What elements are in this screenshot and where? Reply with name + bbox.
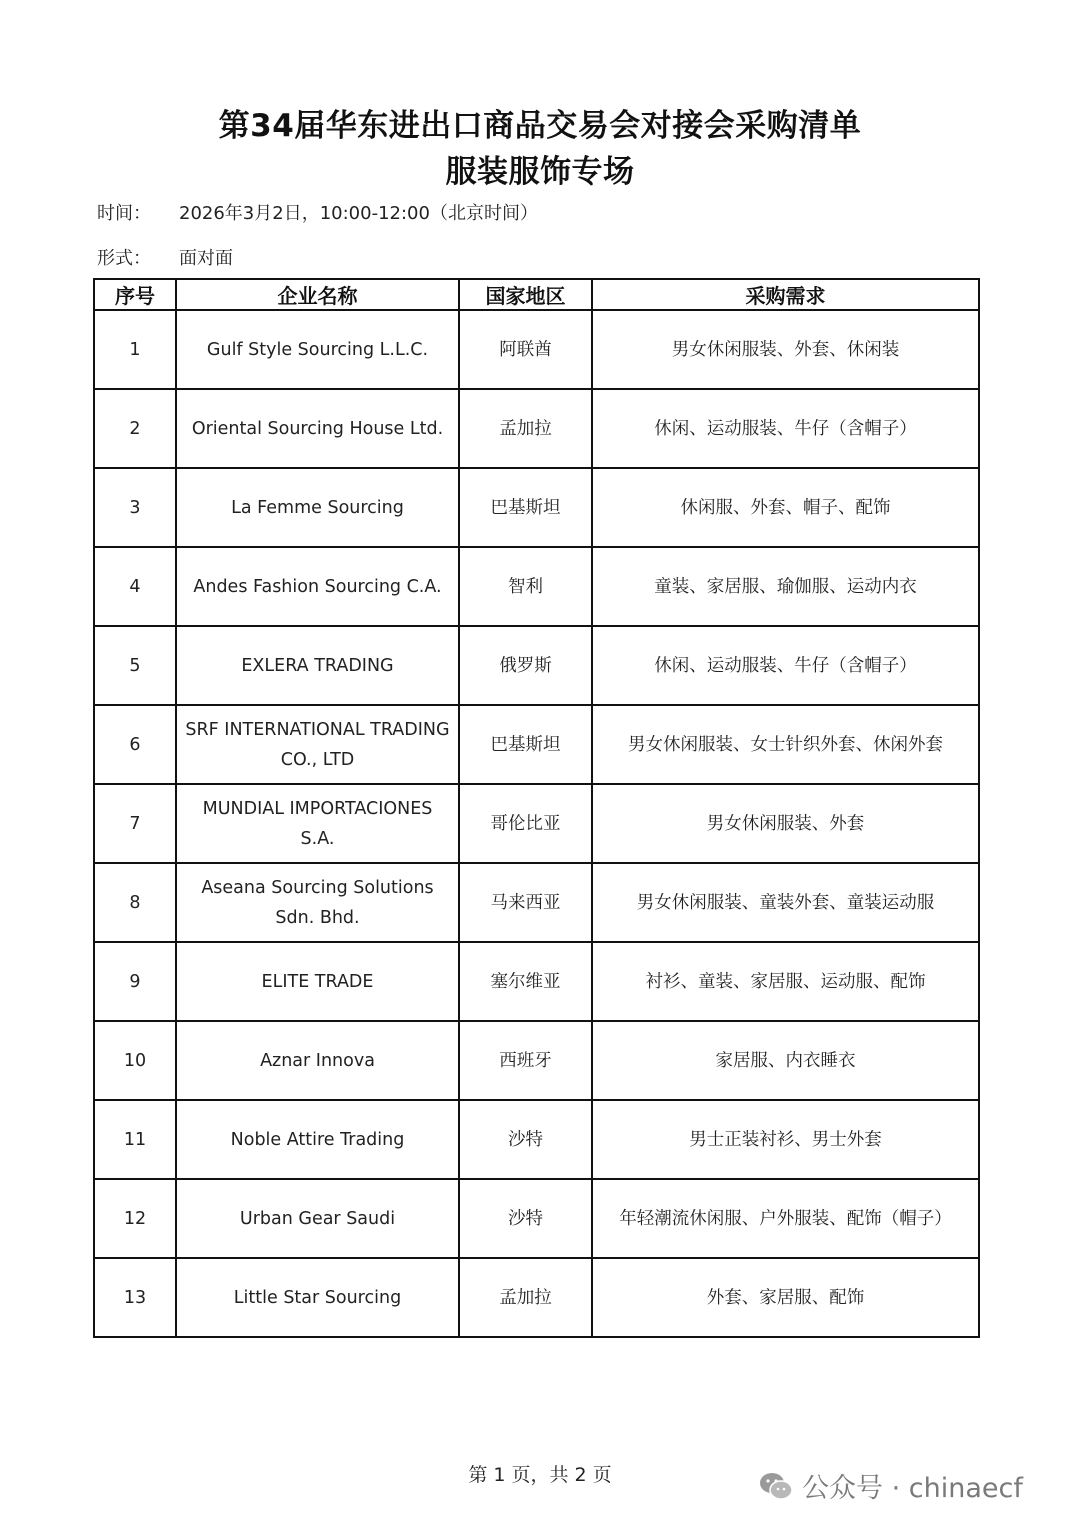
cell-no: 4 bbox=[94, 547, 176, 626]
cell-demand: 外套、家居服、配饰 bbox=[592, 1258, 979, 1337]
cell-demand: 男士正装衬衫、男士外套 bbox=[592, 1100, 979, 1179]
table-row bbox=[94, 1100, 979, 1179]
format-label: 形式： bbox=[97, 248, 151, 269]
time-row bbox=[97, 199, 538, 225]
cell-company: Gulf Style Sourcing L.L.C. bbox=[176, 310, 459, 389]
table-row bbox=[94, 1179, 979, 1258]
cell-no: 3 bbox=[94, 468, 176, 547]
table-row bbox=[94, 942, 979, 1021]
wechat-icon bbox=[758, 1470, 794, 1509]
cell-no: 2 bbox=[94, 389, 176, 468]
cell-no: 5 bbox=[94, 626, 176, 705]
time-label: 时间： bbox=[97, 203, 151, 224]
cell-demand: 男女休闲服装、女士针织外套、休闲外套 bbox=[592, 705, 979, 784]
header-no: 序号 bbox=[94, 279, 176, 310]
table-row bbox=[94, 1021, 979, 1100]
cell-country: 巴基斯坦 bbox=[459, 705, 592, 784]
header-demand: 采购需求 bbox=[592, 279, 979, 310]
cell-company: Oriental Sourcing House Ltd. bbox=[176, 389, 459, 468]
procurement-table bbox=[93, 278, 980, 1338]
header-country: 国家地区 bbox=[459, 279, 592, 310]
cell-country: 俄罗斯 bbox=[459, 626, 592, 705]
table-row bbox=[94, 547, 979, 626]
time-value: 2026年3月2日，10:00-12:00（北京时间） bbox=[179, 203, 538, 224]
format-row bbox=[97, 244, 233, 270]
cell-company: Noble Attire Trading bbox=[176, 1100, 459, 1179]
cell-no: 11 bbox=[94, 1100, 176, 1179]
document-title: 第34届华东进出口商品交易会对接会采购清单 bbox=[218, 108, 862, 144]
cell-company: Little Star Sourcing bbox=[176, 1258, 459, 1337]
cell-no: 10 bbox=[94, 1021, 176, 1100]
cell-country: 西班牙 bbox=[459, 1021, 592, 1100]
table-row bbox=[94, 310, 979, 389]
cell-company: SRF INTERNATIONAL TRADING CO., LTD bbox=[176, 705, 459, 784]
page-indicator: 第 1 页，共 2 页 bbox=[468, 1464, 612, 1486]
format-value: 面对面 bbox=[179, 248, 233, 269]
table-row bbox=[94, 863, 979, 942]
cell-company: La Femme Sourcing bbox=[176, 468, 459, 547]
cell-country: 沙特 bbox=[459, 1100, 592, 1179]
cell-demand: 家居服、内衣睡衣 bbox=[592, 1021, 979, 1100]
cell-company: MUNDIAL IMPORTACIONES S.A. bbox=[176, 784, 459, 863]
watermark bbox=[758, 1466, 1023, 1509]
cell-company: Urban Gear Saudi bbox=[176, 1179, 459, 1258]
table-row bbox=[94, 705, 979, 784]
table-row bbox=[94, 468, 979, 547]
cell-no: 7 bbox=[94, 784, 176, 863]
table-header-row bbox=[94, 279, 979, 310]
cell-demand: 男女休闲服装、外套、休闲装 bbox=[592, 310, 979, 389]
header-company: 企业名称 bbox=[176, 279, 459, 310]
table-row bbox=[94, 1258, 979, 1337]
cell-demand: 年轻潮流休闲服、户外服装、配饰（帽子） bbox=[592, 1179, 979, 1258]
cell-demand: 童装、家居服、瑜伽服、运动内衣 bbox=[592, 547, 979, 626]
cell-demand: 衬衫、童装、家居服、运动服、配饰 bbox=[592, 942, 979, 1021]
cell-no: 9 bbox=[94, 942, 176, 1021]
cell-country: 巴基斯坦 bbox=[459, 468, 592, 547]
cell-demand: 休闲、运动服装、牛仔（含帽子） bbox=[592, 389, 979, 468]
cell-demand: 男女休闲服装、童装外套、童装运动服 bbox=[592, 863, 979, 942]
cell-country: 塞尔维亚 bbox=[459, 942, 592, 1021]
table-row bbox=[94, 389, 979, 468]
cell-no: 12 bbox=[94, 1179, 176, 1258]
cell-country: 马来西亚 bbox=[459, 863, 592, 942]
cell-country: 哥伦比亚 bbox=[459, 784, 592, 863]
document-subtitle: 服装服饰专场 bbox=[445, 154, 635, 190]
cell-country: 孟加拉 bbox=[459, 1258, 592, 1337]
cell-demand: 男女休闲服装、外套 bbox=[592, 784, 979, 863]
cell-company: ELITE TRADE bbox=[176, 942, 459, 1021]
cell-no: 6 bbox=[94, 705, 176, 784]
cell-no: 1 bbox=[94, 310, 176, 389]
cell-company: EXLERA TRADING bbox=[176, 626, 459, 705]
table-row bbox=[94, 626, 979, 705]
table-row bbox=[94, 784, 979, 863]
cell-country: 沙特 bbox=[459, 1179, 592, 1258]
cell-country: 智利 bbox=[459, 547, 592, 626]
cell-country: 孟加拉 bbox=[459, 389, 592, 468]
cell-country: 阿联酋 bbox=[459, 310, 592, 389]
cell-demand: 休闲、运动服装、牛仔（含帽子） bbox=[592, 626, 979, 705]
cell-no: 8 bbox=[94, 863, 176, 942]
cell-company: Andes Fashion Sourcing C.A. bbox=[176, 547, 459, 626]
cell-company: Aseana Sourcing Solutions Sdn. Bhd. bbox=[176, 863, 459, 942]
cell-no: 13 bbox=[94, 1258, 176, 1337]
cell-company: Aznar Innova bbox=[176, 1021, 459, 1100]
cell-demand: 休闲服、外套、帽子、配饰 bbox=[592, 468, 979, 547]
watermark-text: 公众号 · chinaecf bbox=[802, 1473, 1023, 1504]
